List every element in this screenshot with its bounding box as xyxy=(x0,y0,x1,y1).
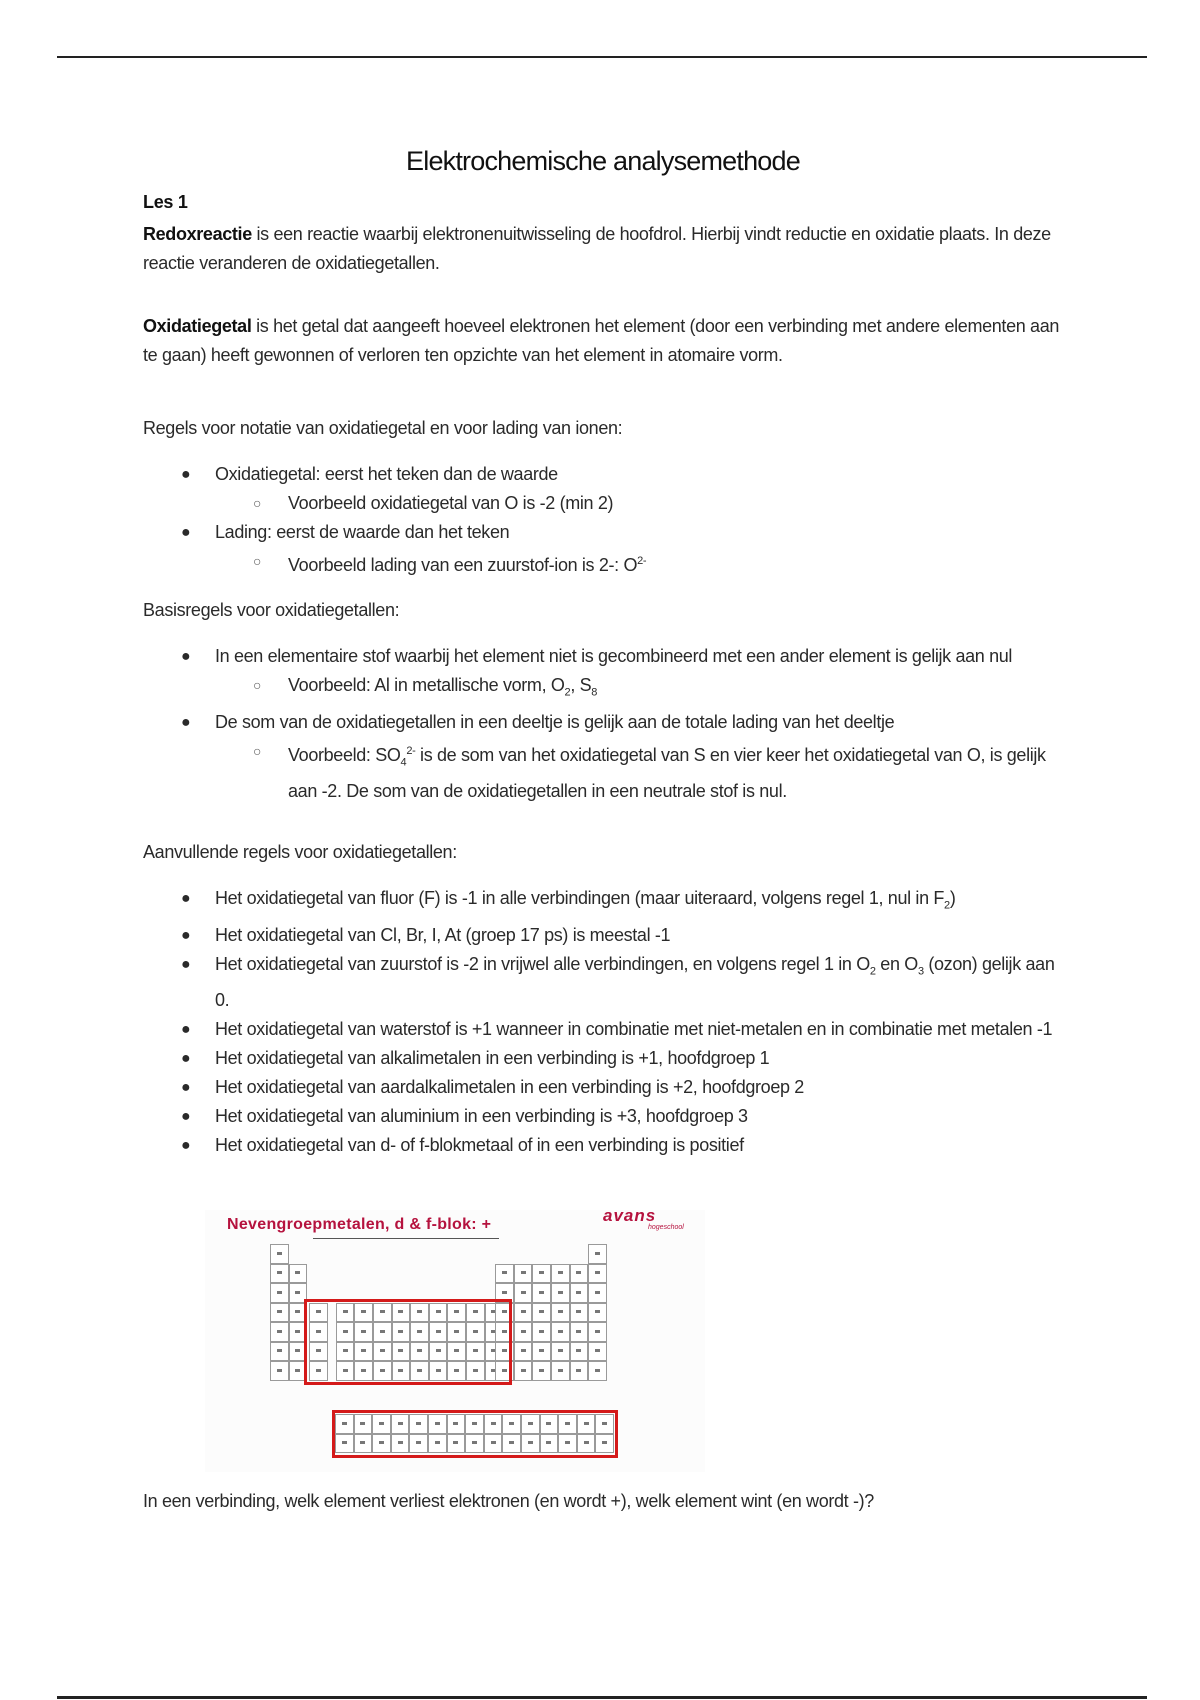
list-item: ● Oxidatiegetal: eerst het teken dan de waarde xyxy=(143,460,1063,489)
element-cell xyxy=(551,1342,570,1362)
bullet-icon: ● xyxy=(181,1137,191,1155)
paragraph-oxidatiegetal xyxy=(143,312,1063,370)
lesson-heading: Les 1 xyxy=(143,192,188,212)
element-cell xyxy=(270,1322,289,1342)
term-redoxreactie: Redoxreactie xyxy=(143,224,252,244)
figure-title: Nevengroepmetalen, d & f-blok: + xyxy=(227,1216,492,1233)
bullet-icon: ● xyxy=(181,926,191,944)
element-cell xyxy=(570,1361,589,1381)
bullet-icon: ● xyxy=(181,1079,191,1097)
element-cell xyxy=(588,1264,607,1284)
logo-subtitle: hogeschool xyxy=(648,1224,684,1231)
list-item: ● Het oxidatiegetal van zuurstof is -2 in vrijwel alle verbindingen, en volgens regel 1 in $O_2$ en $O_3$ (ozon) gelijk aan 0. xyxy=(143,950,1063,1016)
bullet-icon: ● xyxy=(181,890,191,907)
bullet-icon: ● xyxy=(181,955,191,973)
notation-rules-heading: Regels voor notatie van oxidatiegetal en voor lading van ionen: xyxy=(143,418,623,438)
element-cell xyxy=(514,1342,533,1362)
element-cell xyxy=(514,1361,533,1381)
group-label-line xyxy=(313,1238,499,1239)
element-cell xyxy=(514,1264,533,1284)
element-cell xyxy=(532,1361,551,1381)
footer-rule xyxy=(57,1696,1147,1699)
periodic-table-figure xyxy=(205,1206,705,1472)
bullet-icon: ● xyxy=(181,1108,191,1126)
element-cell xyxy=(551,1303,570,1323)
element-cell xyxy=(270,1361,289,1381)
element-cell xyxy=(588,1322,607,1342)
circle-bullet-icon: ○ xyxy=(253,553,262,569)
bullet-icon: ● xyxy=(181,466,191,483)
f-block-highlight xyxy=(332,1410,618,1458)
question-text: In een verbinding, welk element verliest elektronen (en wordt +), welk element wint (en wordt -)? xyxy=(143,1491,874,1511)
element-cell xyxy=(570,1342,589,1362)
element-cell xyxy=(532,1303,551,1323)
list-item: ● Het oxidatiegetal van alkalimetalen in een verbinding is +1, hoofdgroep 1 xyxy=(143,1044,1063,1073)
extra-rules-list xyxy=(143,884,1063,1160)
list-item: ● Het oxidatiegetal van waterstof is +1 wanneer in combinatie met niet-metalen en in combinatie met metalen -1 xyxy=(143,1015,1063,1044)
bullet-icon: ● xyxy=(181,648,191,665)
list-item: ● Het oxidatiegetal van aluminium in een verbinding is +3, hoofdgroep 3 xyxy=(143,1102,1063,1131)
list-item: ● Het oxidatiegetal van aardalkalimetalen in een verbinding is +2, hoofdgroep 2 xyxy=(143,1073,1063,1102)
element-cell xyxy=(289,1264,308,1284)
definition-redoxreactie: is een reactie waarbij elektronenuitwisseling de hoofdrol. Hierbij vindt reductie en oxidatie plaats. In deze reactie veranderen de oxidatiegetallen. xyxy=(143,224,1051,273)
avans-logo: avans xyxy=(603,1206,657,1225)
element-cell xyxy=(551,1283,570,1303)
element-cell xyxy=(570,1264,589,1284)
basic-rules-heading: Basisregels voor oxidatiegetallen: xyxy=(143,600,400,620)
list-subitem: ○ Voorbeeld lading van een zuurstof-ion is 2-: $O^{2-}$ xyxy=(143,547,1063,580)
element-cell xyxy=(514,1322,533,1342)
basic-rules-list xyxy=(143,642,1063,806)
list-subitem: ○ Voorbeeld oxidatiegetal van O is -2 (min 2) xyxy=(143,489,1063,518)
element-cell xyxy=(532,1264,551,1284)
element-cell xyxy=(532,1283,551,1303)
list-item: ● Het oxidatiegetal van Cl, Br, I, At (groep 17 ps) is meestal -1 xyxy=(143,921,1063,950)
list-item: ● Het oxidatiegetal van d- of f-blokmetaal of in een verbinding is positief xyxy=(143,1131,1063,1160)
element-cell xyxy=(570,1303,589,1323)
bullet-icon: ● xyxy=(181,1021,191,1039)
element-cell xyxy=(495,1264,514,1284)
element-cell xyxy=(270,1283,289,1303)
document-title: Elektrochemische analysemethode xyxy=(406,146,800,176)
element-cell xyxy=(570,1283,589,1303)
circle-bullet-icon: ○ xyxy=(253,742,262,759)
circle-bullet-icon: ○ xyxy=(253,677,262,693)
element-cell xyxy=(588,1342,607,1362)
d-block-highlight xyxy=(304,1299,512,1385)
list-subitem: ○ Voorbeeld: Al in metallische vorm, $O_2$, $S_8$ xyxy=(143,671,1063,708)
list-subitem: ○ Voorbeeld: $SO_4^{2-}$ is de som van het oxidatiegetal van S en vier keer het oxidatiegetal van O, is gelijk aan -2. De som van de oxidatiegetallen in een neutrale stof is nul. xyxy=(143,737,1063,807)
paragraph-redoxreactie xyxy=(143,220,1063,278)
term-oxidatiegetal: Oxidatiegetal xyxy=(143,316,252,336)
element-cell xyxy=(270,1303,289,1323)
notation-rules-list xyxy=(143,460,1063,580)
element-cell xyxy=(551,1361,570,1381)
list-item: ● De som van de oxidatiegetallen in een deeltje is gelijk aan de totale lading van het deeltje xyxy=(143,708,1063,737)
element-cell xyxy=(532,1342,551,1362)
element-cell xyxy=(270,1342,289,1362)
element-cell xyxy=(551,1322,570,1342)
element-cell xyxy=(514,1283,533,1303)
list-item: ● Lading: eerst de waarde dan het teken xyxy=(143,518,1063,547)
definition-oxidatiegetal: is het getal dat aangeeft hoeveel elektronen het element (door een verbinding met andere elementen aan te gaan) heeft gewonnen of verloren ten opzichte van het element in atomaire vorm. xyxy=(143,316,1060,365)
extra-rules-heading: Aanvullende regels voor oxidatiegetallen: xyxy=(143,842,457,862)
list-item: ● In een elementaire stof waarbij het element niet is gecombineerd met een ander element is gelijk aan nul xyxy=(143,642,1063,671)
list-item: ● Het oxidatiegetal van fluor (F) is -1 in alle verbindingen (maar uiteraard, volgens regel 1, nul in $F_2$) xyxy=(143,884,1063,921)
circle-bullet-icon: ○ xyxy=(253,495,262,511)
element-cell xyxy=(270,1264,289,1284)
header-rule xyxy=(57,56,1147,58)
element-cell xyxy=(270,1244,289,1264)
element-cell xyxy=(588,1303,607,1323)
element-cell xyxy=(588,1283,607,1303)
element-cell xyxy=(588,1244,607,1264)
element-cell xyxy=(588,1361,607,1381)
bullet-icon: ● xyxy=(181,524,191,541)
bullet-icon: ● xyxy=(181,713,191,731)
element-cell xyxy=(570,1322,589,1342)
element-cell xyxy=(514,1303,533,1323)
bullet-icon: ● xyxy=(181,1050,191,1068)
element-cell xyxy=(532,1322,551,1342)
element-cell xyxy=(551,1264,570,1284)
